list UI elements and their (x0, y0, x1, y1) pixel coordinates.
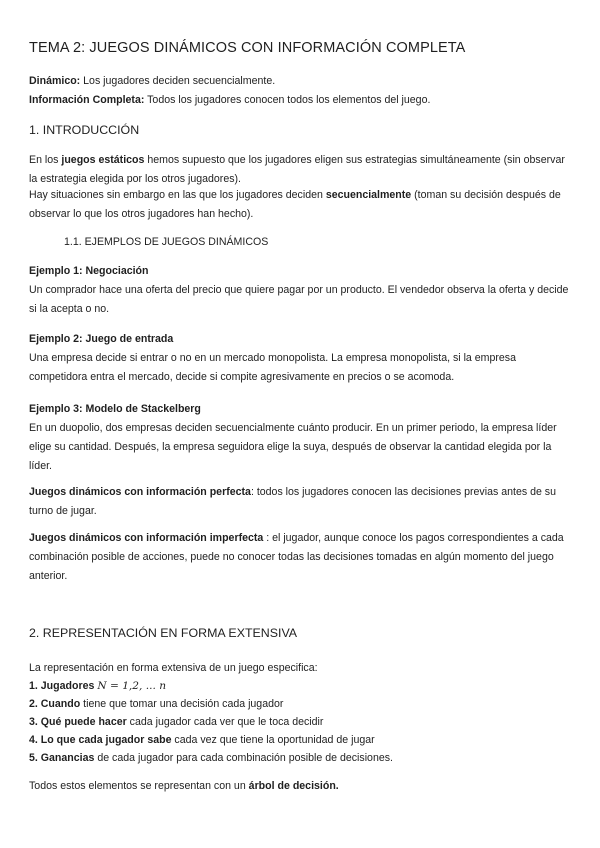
list-item-text: tiene que tomar una decisión cada jugador (80, 698, 284, 710)
paragraph-informacion-perfecta (29, 483, 569, 521)
list-item-text: N = 1,2, ... n (97, 680, 167, 692)
bold-term: Juegos dinámicos con información imperfecta (29, 532, 264, 544)
paragraph-secuencialmente (29, 186, 569, 224)
definition-text: Los jugadores deciden secuencialmente. (80, 75, 276, 87)
example-text: Un comprador hace una oferta del precio que quiere pagar por un producto. El vendedor observa la oferta y decide si la acepta o no. (29, 284, 569, 315)
example-title: Ejemplo 1: Negociación (29, 265, 149, 277)
text-span: Hay situaciones sin embargo en las que los jugadores deciden (29, 189, 326, 201)
list-item-text: cada jugador cada ver que le toca decidir (126, 716, 324, 728)
definition-informacion-completa (29, 91, 430, 110)
text-span: : el jugador, aunque conoce los pagos correspondientes a cada combinación posible de acciones, puede no conocer todas las decisiones tomadas en algún momento del juego anterior. (29, 532, 564, 582)
example-text: En un duopolio, dos empresas deciden secuencialmente cuánto producir. En un primer periodo, la empresa líder elige su cantidad. Después, la empresa seguidora elige la suya, después de observar la cantidad elegida por la líder. (29, 422, 557, 472)
definition-dinamico (29, 72, 275, 91)
definition-term: Información Completa: (29, 94, 145, 106)
bold-term: juegos estáticos (61, 154, 145, 166)
list-item-jugadores (29, 677, 166, 696)
text-span: (toman su decisión después de observar lo que los otros jugadores han hecho). (29, 189, 561, 220)
list-item-text: de cada jugador para cada combinación posible de decisiones. (94, 752, 393, 764)
example-text: Una empresa decide si entrar o no en un mercado monopolista. La empresa monopolista, si la empresa competidora entra el mercado, decide si compite agresivamente en precios o se acomoda. (29, 352, 516, 383)
paragraph-informacion-imperfecta (29, 529, 569, 586)
text-span: En los (29, 154, 62, 166)
list-item-term: 3. Qué puede hacer (29, 716, 127, 728)
list-item-term: 4. Lo que cada jugador sabe (29, 734, 172, 746)
list-item-term: 5. Ganancias (29, 752, 95, 764)
text-span: hemos supuesto que los jugadores eligen sus estrategias simultáneamente (sin observar la estrategia elegida por los otros jugadores). (29, 154, 565, 185)
text-span: Todos estos elementos se representan con un (29, 780, 249, 792)
page-title: TEMA 2: JUEGOS DINÁMICOS CON INFORMACIÓN COMPLETA (29, 40, 466, 56)
example-3 (29, 400, 569, 476)
list-item-ganancias (29, 749, 393, 768)
closing-sentence (29, 777, 339, 796)
section2-intro: La representación en forma extensiva de un juego especifica: (29, 662, 318, 674)
section-heading-representacion: 2. REPRESENTACIÓN EN FORMA EXTENSIVA (29, 626, 298, 640)
list-item-text: cada vez que tiene la oportunidad de jugar (171, 734, 375, 746)
definition-text: Todos los jugadores conocen todos los elementos del juego. (144, 94, 431, 106)
section-heading-introduccion: 1. INTRODUCCIÓN (29, 123, 140, 137)
list-item-term: 1. Jugadores (29, 680, 95, 692)
list-item-lo-que-sabe (29, 731, 375, 750)
list-item-term: 2. Cuando (29, 698, 81, 710)
example-1 (29, 262, 569, 319)
text-span: : todos los jugadores conocen las decisiones previas antes de su turno de jugar. (29, 486, 556, 517)
example-2 (29, 330, 569, 387)
list-item-que-puede-hacer (29, 713, 323, 732)
example-title: Ejemplo 3: Modelo de Stackelberg (29, 403, 201, 415)
definition-term: Dinámico: (29, 75, 81, 87)
subsection-heading-ejemplos: 1.1. EJEMPLOS DE JUEGOS DINÁMICOS (64, 236, 269, 248)
bold-term: secuencialmente (325, 189, 412, 201)
example-title: Ejemplo 2: Juego de entrada (29, 333, 174, 345)
bold-term: árbol de decisión. (248, 780, 339, 792)
paragraph-juegos-estaticos (29, 151, 569, 189)
list-item-cuando (29, 695, 283, 714)
bold-term: Juegos dinámicos con información perfecta (29, 486, 251, 498)
